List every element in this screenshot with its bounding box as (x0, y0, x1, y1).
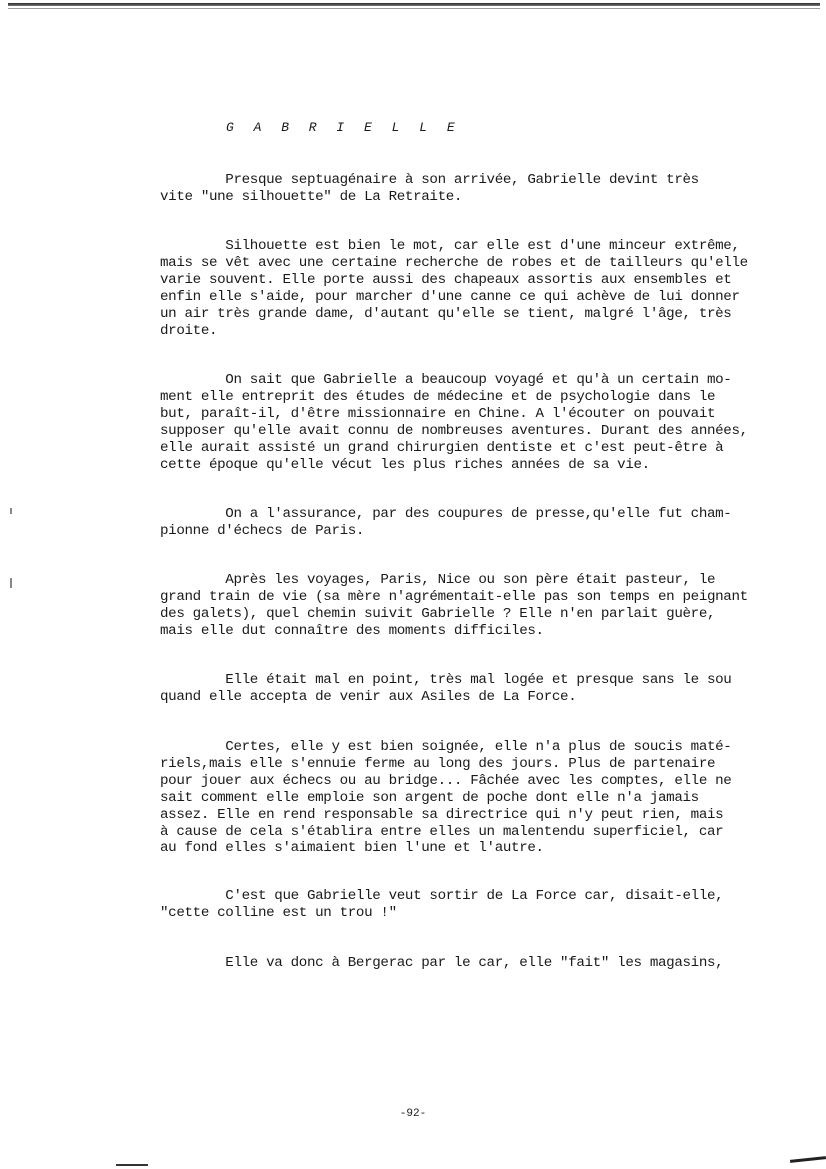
paragraph-8: C'est que Gabrielle veut sortir de La Force car, disait-elle, "cette colline est un trou !" (160, 888, 724, 921)
chapter-title: G A B R I E L L E (226, 120, 461, 135)
paragraph-2: Silhouette est bien le mot, car elle est d'une minceur extrême, mais se vêt avec une certaine recherche de robes et de tailleurs qu'elle varie souvent. Elle porte aussi des chapeaux assortis aux ensembles et enfin elle s'aide, pour marcher d'une canne ce qui achève de lui donner un air très grande dame, d'autant qu'elle se tient, malgré l'âge, très droite. (160, 238, 748, 339)
paragraph-5: Après les voyages, Paris, Nice ou son père était pasteur, le grand train de vie (sa mère n'agrémentait-elle pas son temps en peignant des galets), quel chemin suivit Gabrielle ? Elle n'en parlait guère, mais elle dut connaître des moments difficiles. (160, 572, 748, 639)
top-border-rule-thin (8, 8, 820, 9)
paragraph-6: Elle était mal en point, très mal logée et presque sans le sou quand elle accepta de venir aux Asiles de La Force. (160, 672, 732, 705)
margin-speck (10, 578, 12, 588)
paragraph-7: Certes, elle y est bien soignée, elle n'a plus de soucis maté- riels,mais elle s'ennuie ferme au long des jours. Plus de partenaire pour jouer aux échecs ou au bridge... Fâchée avec les comptes, elle ne sait comment elle emploie son argent de poche dont elle n'a jamais assez. Elle en rend responsable sa directrice qui n'y peut rien, mais à cause de cela s'établira entre elles un malentendu superficiel, car au fond elles s'aimaient bien l'une et l'autre. (160, 739, 732, 857)
paragraph-1: Presque septuagénaire à son arrivée, Gabrielle devint très vite "une silhouette" de La Retraite. (160, 172, 699, 205)
bottom-scan-mark (790, 1156, 826, 1163)
page-number: -92- (399, 1108, 427, 1120)
paragraph-9: Elle va donc à Bergerac par le car, elle "fait" les magasins, (160, 955, 724, 971)
paragraph-4: On a l'assurance, par des coupures de presse,qu'elle fut cham- pionne d'échecs de Paris. (160, 506, 732, 539)
top-border-rule (8, 3, 820, 6)
margin-speck (10, 508, 12, 514)
paragraph-3: On sait que Gabrielle a beaucoup voyagé et qu'à un certain mo- ment elle entreprit des études de médecine et de psychologie dans le but, paraît-il, d'être missionnaire en Chine. A l'écouter on pouvait supposer qu'elle avait connu de nombreuses aventures. Durant des années, elle aurait assisté un grand chirurgien dentiste et c'est peut-être à cette époque qu'elle vécut les plus riches années de sa vie. (160, 372, 748, 473)
bottom-scan-mark (116, 1164, 148, 1166)
